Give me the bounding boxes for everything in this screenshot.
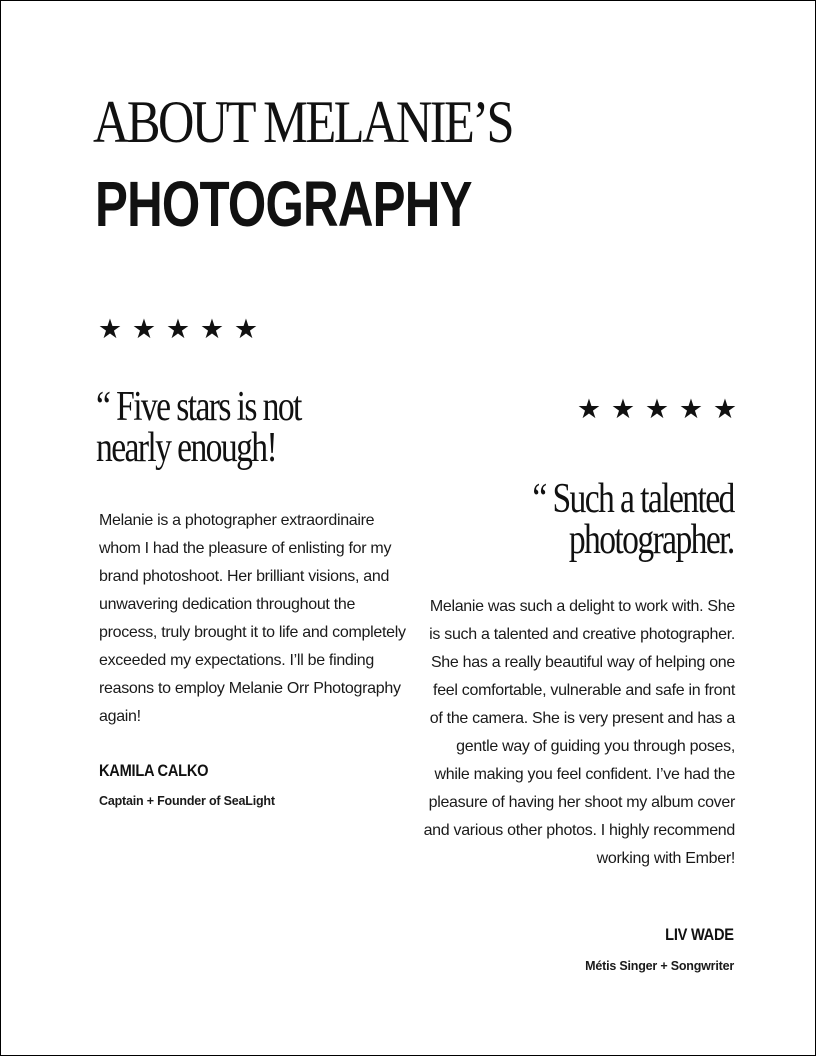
- star-rating: [97, 314, 259, 344]
- page-title-line-2: PHOTOGRAPHY: [95, 168, 472, 240]
- star-icon: ★: [644, 394, 670, 424]
- star-icon: ★: [165, 314, 191, 344]
- quote-line-2: photographer.: [569, 517, 734, 563]
- testimonial-author-role: Métis Singer + Songwriter: [585, 959, 734, 973]
- quote-line-1: “ Five stars is not: [96, 384, 301, 430]
- star-icon: ★: [712, 394, 738, 424]
- star-icon: ★: [131, 314, 157, 344]
- star-icon: ★: [576, 394, 602, 424]
- star-icon: ★: [610, 394, 636, 424]
- testimonial-body: Melanie is a photographer extraordinaire whom I had the pleasure of enlisting for my brand photoshoot. Her brilliant visions, and unwavering dedication throughout the process, truly brought it to life and completely exceeded my expectations. I’ll be finding reasons to employ Melanie Orr Photography again!: [99, 512, 406, 725]
- testimonial-author-name: KAMILA CALKO: [99, 761, 209, 780]
- star-icon: ★: [97, 314, 123, 344]
- star-icon: ★: [233, 314, 259, 344]
- testimonial-quote: [532, 476, 734, 563]
- star-rating: [576, 394, 738, 424]
- testimonial-body: Melanie was such a delight to work with. She is such a talented and creative photographer. She has a really beautiful way of helping one feel comfortable, vulnerable and safe in front of the camera. She is very present and has a gentle way of guiding you through poses, while making you feel confident. I’ve had the pleasure of having her shoot my album cover and various other photos. I highly recommend working with Ember!: [423, 598, 735, 867]
- quote-line-2: nearly enough!: [96, 425, 277, 471]
- testimonial-author-name: LIV WADE: [665, 925, 734, 944]
- testimonial-author-role: Captain + Founder of SeaLight: [99, 794, 275, 808]
- star-icon: ★: [678, 394, 704, 424]
- page-title-line-1: ABOUT MELANIE’S: [93, 89, 513, 155]
- quote-line-1: “ Such a talented: [532, 476, 734, 522]
- testimonial-quote: [96, 384, 301, 471]
- star-icon: ★: [199, 314, 225, 344]
